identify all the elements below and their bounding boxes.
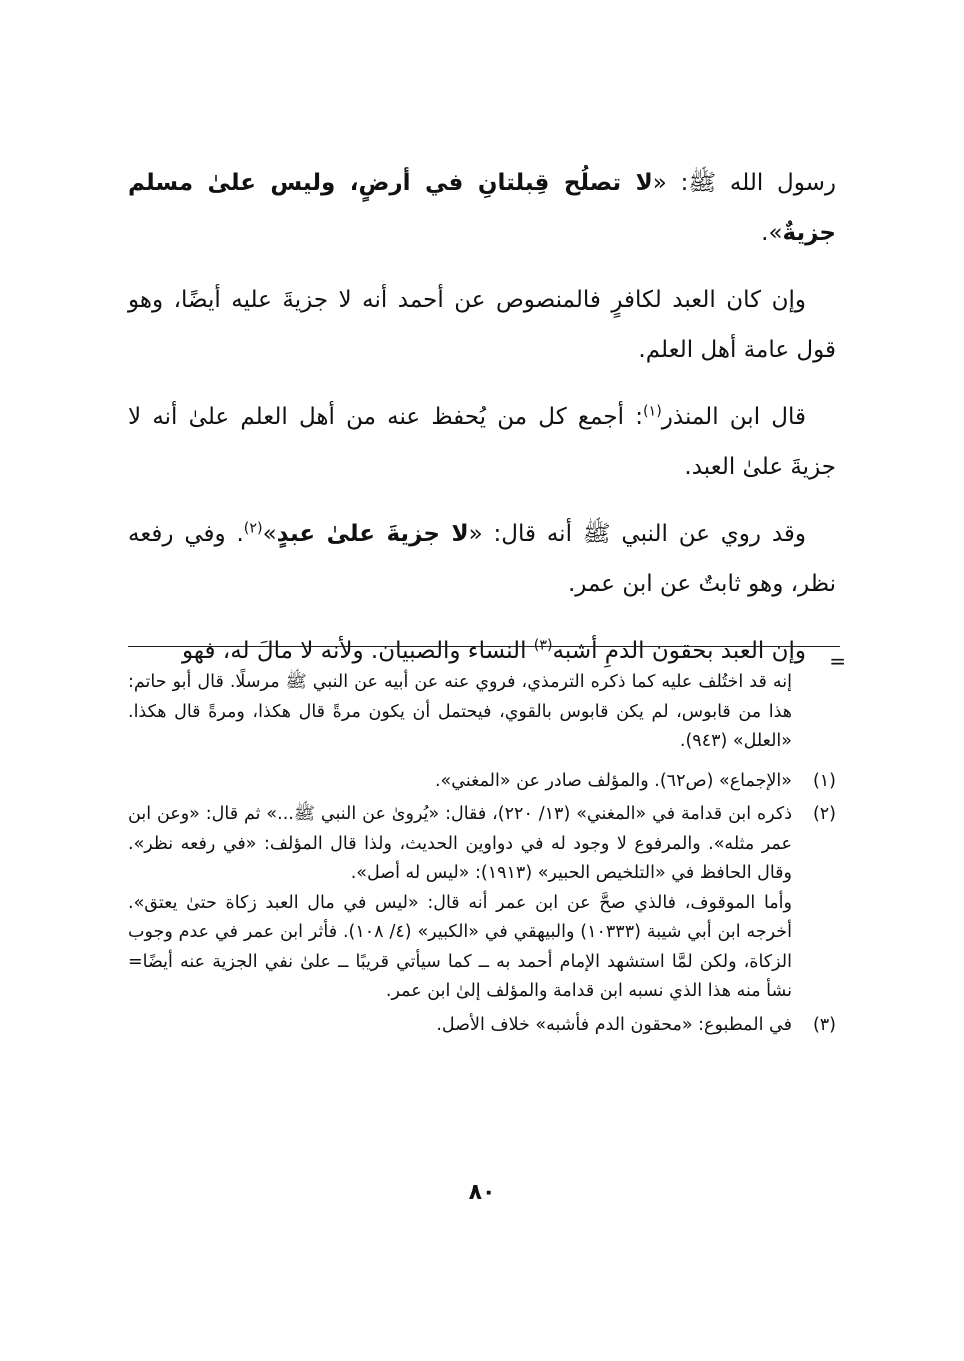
continuation-mark: = [829, 649, 846, 673]
paragraph-3-text: قال ابن المنذر [661, 404, 807, 430]
footnote-text: ذكره ابن قدامة في «المغني» (١٣/ ٢٢٠)، فقال: «يُروىٰ عن النبي ﷺ...» ثم قال: «وعن ابن عمر مثله». والمرفوع لا وجود له في دواوين الحديث، ولذا قال المؤلف: «في رفعه نظر». وقال الحافظ في «التلخيص الحبير» (١٩١٣): «ليس له أصل». [128, 804, 792, 883]
footnote-ref-1[interactable]: (١) [642, 403, 662, 420]
footnote-3 [128, 1011, 836, 1041]
paragraph-1-end: ». [761, 220, 783, 246]
paragraph-4-text: وقد روي عن النبي ﷺ أنه قال: « [468, 521, 807, 547]
footnote-number: (١) [812, 770, 836, 791]
paragraph-4-end: . وفي رفعه نظر، وهو ثابتٌ عن ابن عمر. [128, 521, 836, 597]
footnote-ref-3[interactable]: (٣) [533, 637, 553, 654]
footnote-text-continued: وأما الموقوف، فالذي صحَّ عن ابن عمر أنه قال: «ليس في مال العبد زكاة حتىٰ يعتق». أخرجه ابن أبي شيبة (١٠٣٣٣) والبيهقي في «الكبير» (٤/ ١٠٨). فأثر ابن عمر في عدم وجوب الزكاة، ولكن لمَّا استشهد الإمام أحمد به ــ كما سيأتي قريبًا ــ علىٰ نفي الجزية عنه أيضًا= نشأ منه هذا الذي نسبه ابن قدامة والمؤلف إلىٰ ابن عمر. [128, 892, 792, 1001]
footnote-separator [128, 646, 840, 647]
paragraph-3-end: : أجمع كل من يُحفظ عنه من أهل العلم علىٰ أنه لا جزيةَ علىٰ العبد. [128, 404, 836, 480]
paragraph-1-text: رسول الله ﷺ: « [652, 170, 836, 196]
paragraph-4 [128, 509, 836, 609]
main-text [128, 158, 836, 693]
footnote-number: (٢) [812, 804, 836, 824]
hadith-quote-1: لا تصلُح قِبلتانِ في أرضٍ، وليس علىٰ مسلم جزيةٌ [128, 170, 836, 246]
footnote-2 [128, 800, 836, 1007]
footnote-text: في المطبوع: «محقون الدم فأشبه» خلاف الأصل. [436, 1014, 792, 1035]
paragraph-5-end: النساء والصبيان. ولأنه لا مالَ له، فهو [182, 638, 534, 664]
footnote-continuation: إنه قد اختُلف عليه كما ذكره الترمذي، فروي عنه عن أبيه عن النبي ﷺ مرسلًا. قال أبو حاتم: هذا من قابوس، لم يكن قابوس بالقوي، فيحتمل أن يكون مرةً قال هكذا، ومرةً قال هكذا. «العلل» (٩٤٣). [128, 672, 792, 751]
footnotes [128, 668, 836, 1044]
hadith-quote-2: لا جزيةَ علىٰ عبدٍ [276, 521, 469, 547]
footnote-number: (٣) [812, 1014, 836, 1035]
paragraph-5-text: وإن العبد بحقون الدمِ أشبه [552, 638, 806, 664]
quote-close: » [262, 521, 277, 547]
footnote-ref-2[interactable]: (٢) [243, 520, 263, 537]
page-number: ٨٠ [468, 1180, 496, 1205]
paragraph-3 [128, 392, 836, 492]
paragraph-2: وإن كان العبد لكافرٍ فالمنصوص عن أحمد أنه لا جزيةَ عليه أيضًا، وهو قول عامة أهل العلم. [128, 287, 836, 363]
paragraph-1 [128, 158, 836, 258]
footnote-1 [128, 767, 836, 797]
footnote-text: «الإجماع» (ص٦٢). والمؤلف صادر عن «المغني». [434, 770, 792, 791]
